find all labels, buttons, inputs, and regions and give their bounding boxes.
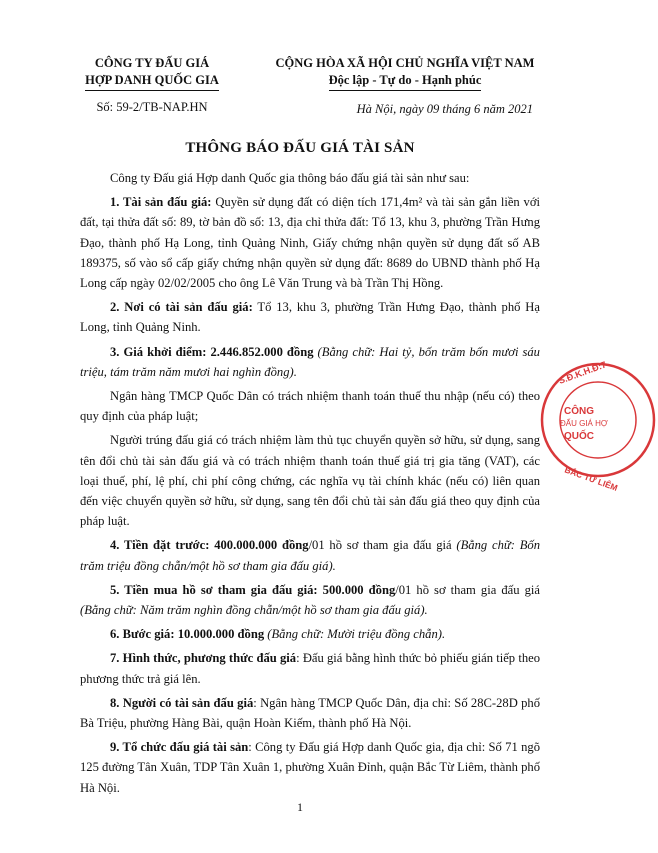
item-1-text: Quyền sử dụng đất có diện tích 171,4m² và tài sản gắn liền với đất, tại thửa đất số: 89, tờ bản đồ số: 13, địa chỉ thửa đất: Tổ 13, khu 3, phường Trần Hưng Đạo, thành phố Hạ Long, tỉnh Quảng Ninh, Giấy chứng nhận quyền sử dụng đất số AB 189375, số vào sổ cấp giấy chứng nhận quyền sử dụng đất: 8689 do UBND thành phố Hạ Long cấp ngày 02/02/2005 cho ông Lê Văn Trung và bà Trần Thị Hồng. [80, 195, 540, 291]
document-title: THÔNG BÁO ĐẤU GIÁ TÀI SẢN [185, 140, 415, 156]
item-4-words: (Bằng chữ: Bốn trăm triệu đồng chẵn/một hồ sơ tham gia đấu giá). [80, 538, 540, 573]
org-name-line1: CÔNG TY ĐẤU GIÁ [94, 56, 210, 70]
item-8 [80, 693, 540, 733]
org-name-line2: HỢP DANH QUỐC GIA [85, 72, 219, 91]
item-3 [80, 342, 540, 382]
item-3-words: (Bằng chữ: Hai tỷ, bốn trăm bốn mươi sáu triệu, tám trăm năm mươi hai nghìn đồng). [80, 344, 540, 379]
item-8-label: 8. Người có tài sản đấu giá [110, 695, 254, 710]
item-7-label: 7. Hình thức, phương thức đấu giá [110, 651, 297, 666]
svg-text:S.Đ.K.H.Đ:7: S.Đ.K.H.Đ:7 [557, 359, 608, 386]
item-5-label: 5. Tiền mua hồ sơ tham gia đấu giá: 500.000 đồng [110, 582, 396, 597]
company-seal-stamp [538, 359, 658, 493]
item-9 [80, 737, 540, 798]
item-4-text: /01 hồ sơ tham gia đấu giá [308, 538, 452, 553]
item-8-text: : Ngân hàng TMCP Quốc Dân, địa chỉ: Số 28C-28D phố Bà Triệu, phường Hàng Bài, quận Hoàn Kiếm, thành phố Hà Nội. [80, 695, 541, 731]
item-3-paragraph-3: Người trúng đấu giá có trách nhiệm làm thủ tục chuyển quyền sở hữu, sử dụng, sang tên đổi chủ tài sản đấu giá và có trách nhiệm thanh toán thuế giá trị gia tăng (VAT), các loại thuế, phí, lệ phí, chi phí công chứng, các nghĩa vụ tài chính khác (nếu có) liên quan đến việc chuyển quyền sở hữu, sử dụng, sang tên đổi chủ tài sản đấu giá theo quy định của pháp luật. [80, 433, 540, 529]
item-4-label: 4. Tiền đặt trước: 400.000.000 đồng [110, 538, 309, 553]
svg-text:BẮC TỪ LIÊM: BẮC TỪ LIÊM [563, 464, 620, 493]
item-7-text: : Đấu giá bằng hình thức bỏ phiếu gián tiếp theo phương thức trả giá lên. [80, 651, 540, 686]
item-1-label: 1. Tài sản đấu giá: [110, 195, 212, 210]
item-2-label: 2. Nơi có tài sản đấu giá: [110, 300, 253, 315]
document-number: Số: 59-2/TB-NAP.HN [96, 100, 208, 114]
item-5 [80, 580, 540, 620]
item-2-text: Tổ 13, khu 3, phường Trần Hưng Đạo, thành phố Hạ Long, tỉnh Quảng Ninh. [80, 300, 540, 335]
svg-text:CÔNG: CÔNG [564, 406, 594, 417]
item-4 [80, 535, 540, 575]
national-header [255, 55, 555, 118]
svg-text:QUỐC: QUỐC [564, 431, 594, 442]
item-5-text: /01 hồ sơ tham gia đấu giá [395, 582, 540, 597]
intro-paragraph: Công ty Đấu giá Hợp danh Quốc gia thông báo đấu giá tài sản như sau: [110, 171, 470, 185]
item-6-label: 6. Bước giá: 10.000.000 đồng [110, 627, 265, 642]
item-7 [80, 648, 540, 688]
item-9-text: : Công ty Đấu giá Hợp danh Quốc gia, địa chỉ: Số 71 ngõ 125 đường Tân Xuân, TDP Tân Xuân 1, phường Xuân Đỉnh, quận Bắc Từ Liêm, thành phố Hà Nội. [80, 740, 540, 795]
nation-title: CỘNG HÒA XÃ HỘI CHỦ NGHĨA VIỆT NAM [275, 56, 535, 70]
item-3-label: 3. Giá khởi điểm: 2.446.852.000 đồng [110, 344, 314, 359]
item-1 [80, 192, 540, 293]
item-2 [80, 297, 540, 337]
svg-text:ĐẤU GIÁ HỢ: ĐẤU GIÁ HỢ [560, 419, 608, 428]
national-motto: Độc lập - Tự do - Hạnh phúc [329, 72, 482, 91]
document-date: Hà Nội, ngày 09 tháng 6 năm 2021 [356, 102, 533, 116]
document-body [80, 168, 540, 802]
item-9-label: 9. Tổ chức đấu giá tài sản [110, 740, 249, 755]
item-3-paragraph-2: Ngân hàng TMCP Quốc Dân có trách nhiệm thanh toán thuế thu nhập (nếu có) theo quy định của pháp luật; [80, 389, 540, 424]
organization-header [62, 55, 242, 116]
item-6-words: (Bằng chữ: Mười triệu đồng chẵn). [264, 627, 446, 642]
page-number: 1 [297, 800, 303, 814]
item-6 [80, 624, 540, 644]
item-5-words: (Bằng chữ: Năm trăm nghìn đồng chẵn/một hồ sơ tham gia đấu giá). [80, 603, 428, 618]
